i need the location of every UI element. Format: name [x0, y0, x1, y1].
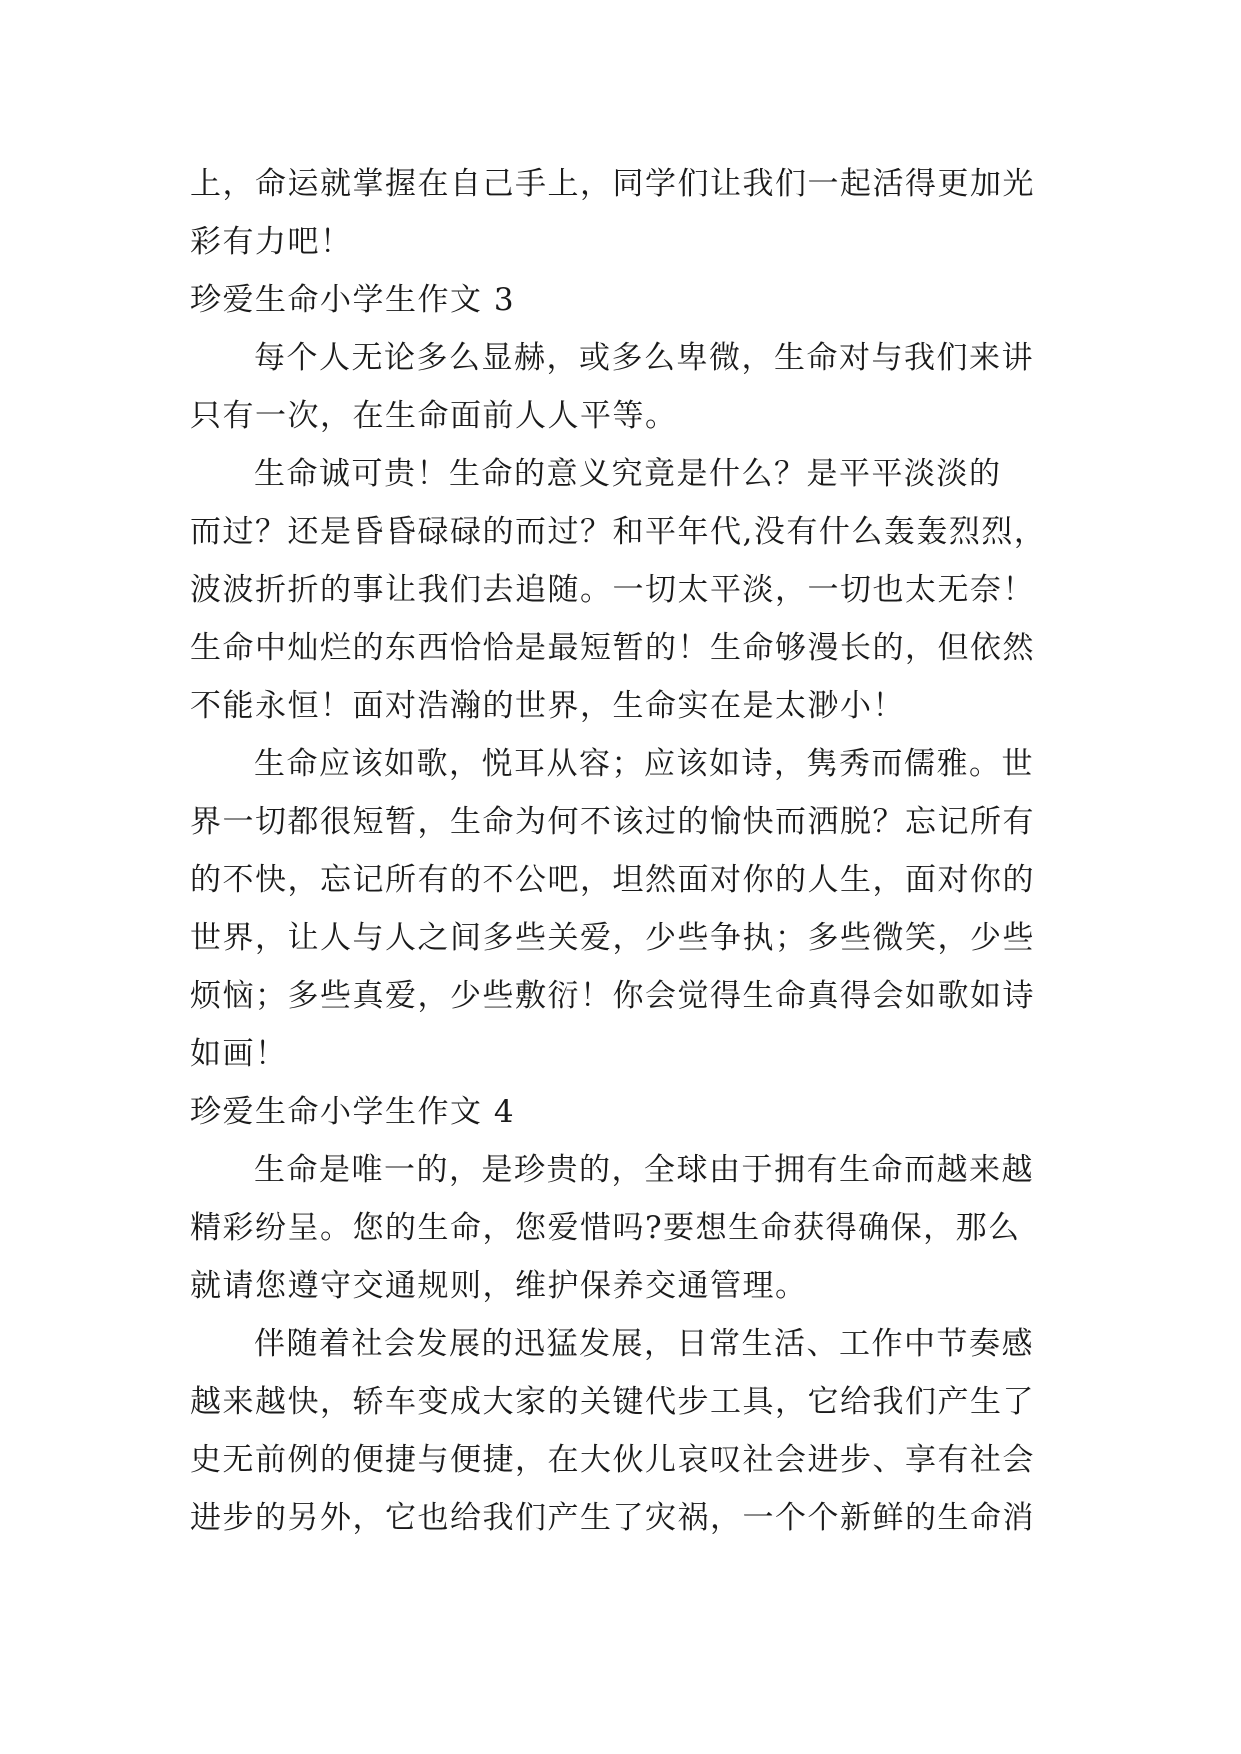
paragraph-line: 世界，让人与人之间多些关爱，少些争执；多些微笑，少些 [190, 920, 1035, 956]
paragraph-line: 波波折折的事让我们去追随。一切太平淡，一切也太无奈！ [190, 572, 1035, 608]
paragraph-line: 不能永恒！面对浩瀚的世界，生命实在是太渺小！ [190, 688, 905, 724]
paragraph-line: 进步的另外，它也给我们产生了灾祸，一个个新鲜的生命消 [190, 1500, 1035, 1536]
paragraph-line: 的不快，忘记所有的不公吧，坦然面对你的人生，面对你的 [190, 862, 1035, 898]
paragraph-line: 只有一次，在生命面前人人平等。 [190, 398, 678, 434]
paragraph-line: 生命诚可贵！生命的意义究竟是什么？是平平淡淡的 [254, 456, 1002, 492]
paragraph-line: 烦恼；多些真爱，少些敷衍！你会觉得生命真得会如歌如诗 [190, 978, 1035, 1014]
paragraph-line: 就请您遵守交通规则，维护保养交通管理。 [190, 1268, 808, 1304]
paragraph-line: 生命中灿烂的东西恰恰是最短暂的！生命够漫长的，但依然 [190, 630, 1035, 666]
paragraph-line: 每个人无论多么显赫，或多么卑微，生命对与我们来讲 [254, 340, 1034, 376]
section-heading: 珍爱生命小学生作文 4 [190, 1094, 516, 1130]
paragraph-line: 界一切都很短暂，生命为何不该过的愉快而洒脱？忘记所有 [190, 804, 1035, 840]
paragraph-line: 上，命运就掌握在自己手上，同学们让我们一起活得更加光 [190, 166, 1035, 202]
paragraph-line: 如画！ [190, 1036, 288, 1072]
paragraph-line: 史无前例的便捷与便捷，在大伙儿哀叹社会进步、享有社会 [190, 1442, 1035, 1478]
paragraph-line: 而过？还是昏昏碌碌的而过？和平年代,没有什么轰轰烈烈， [190, 514, 1047, 550]
section-heading: 珍爱生命小学生作文 3 [190, 282, 516, 318]
paragraph-line: 精彩纷呈。您的生命，您爱惜吗?要想生命获得确保，那么 [190, 1210, 1021, 1246]
paragraph-line: 伴随着社会发展的迅猛发展，日常生活、工作中节奏感 [254, 1326, 1034, 1362]
paragraph-line: 生命是唯一的，是珍贵的，全球由于拥有生命而越来越 [254, 1152, 1034, 1188]
document-body [190, 155, 1056, 1547]
paragraph-line: 越来越快，轿车变成大家的关键代步工具，它给我们产生了 [190, 1384, 1035, 1420]
paragraph-line: 彩有力吧！ [190, 224, 353, 260]
paragraph-line: 生命应该如歌，悦耳从容；应该如诗，隽秀而儒雅。世 [254, 746, 1034, 782]
